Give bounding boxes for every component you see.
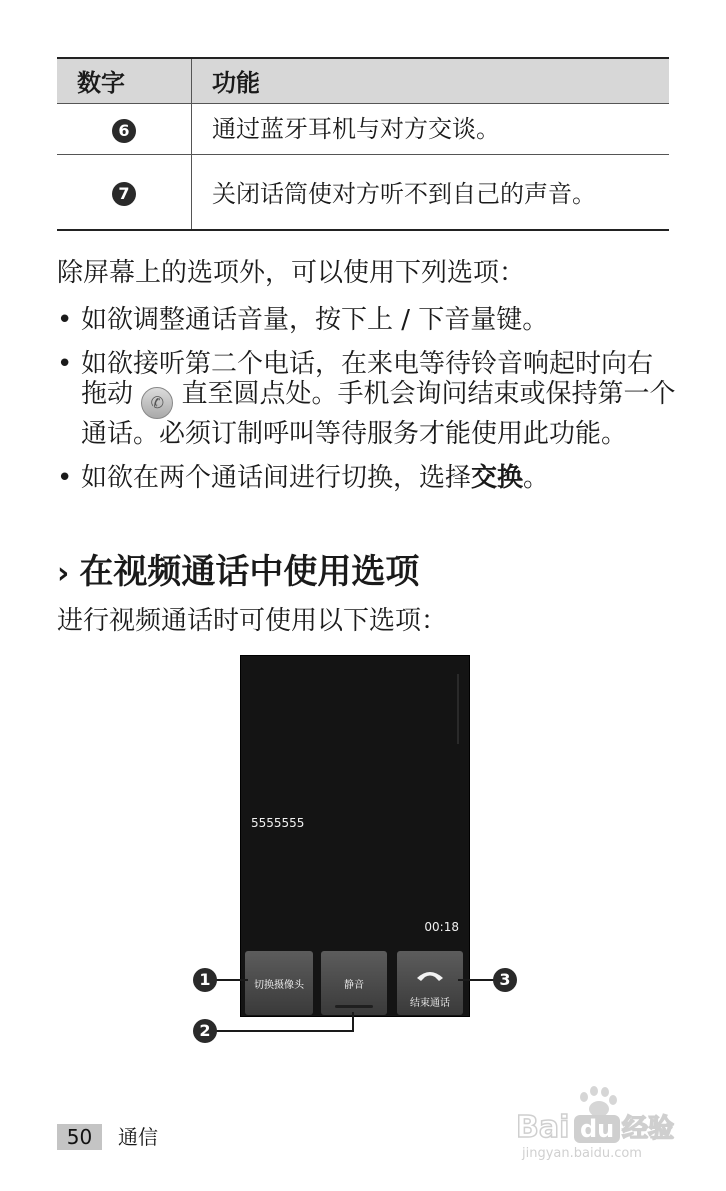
video-call-screen xyxy=(240,655,470,1017)
number-badge: 7 xyxy=(112,182,136,206)
swap-option-label: 交换 xyxy=(471,463,524,493)
options-list xyxy=(57,305,677,507)
hang-up-icon xyxy=(397,963,463,985)
call-timer: 00:18 xyxy=(424,920,459,934)
callout-number: 3 xyxy=(493,968,517,992)
row-function-cell: 通过蓝牙耳机与对方交谈。 xyxy=(192,103,670,154)
bullet-text: 直至圆点处。手机会询问结束或保持第一个通话。必须订制呼叫等待服务才能使用此功能。 xyxy=(81,379,676,449)
row-number-cell xyxy=(57,154,192,230)
number-badge: 6 xyxy=(112,119,136,143)
svg-text:du: du xyxy=(580,1115,615,1143)
list-item: • 如欲调整通话音量，按下上 / 下音量键。 xyxy=(57,305,677,335)
svg-text:Bai: Bai xyxy=(516,1110,570,1145)
list-item xyxy=(57,463,677,493)
page-number: 50 xyxy=(57,1124,102,1150)
button-label: 结束通话 xyxy=(410,998,450,1009)
svg-text:经验: 经验 xyxy=(622,1114,675,1144)
toggle-indicator xyxy=(335,1005,373,1008)
callout-number: 2 xyxy=(193,1019,217,1043)
function-table xyxy=(57,57,669,231)
end-call-button[interactable] xyxy=(397,951,463,1015)
caller-number: 5555555 xyxy=(251,816,305,830)
row-number-cell xyxy=(57,103,192,154)
scroll-indicator xyxy=(457,674,459,744)
bullet-text: 如欲接听第二个电话，在来电等待铃音响起时向右拖动 xyxy=(81,349,654,409)
phone-answer-icon: ✆ xyxy=(141,387,173,419)
callout-line xyxy=(352,1012,354,1032)
table-row xyxy=(57,154,669,230)
button-label: 切换摄像头 xyxy=(254,980,304,991)
list-item xyxy=(57,349,677,449)
chapter-title: 通信 xyxy=(118,1125,158,1149)
callout-line xyxy=(216,979,248,981)
callout-line xyxy=(214,1030,354,1032)
bullet-text: 。 xyxy=(523,463,550,493)
switch-camera-button[interactable] xyxy=(245,951,313,1015)
baidu-watermark-logo xyxy=(508,1085,688,1165)
section-heading xyxy=(57,550,419,596)
table-row xyxy=(57,103,669,154)
table-header-row xyxy=(57,58,669,103)
options-intro: 除屏幕上的选项外，可以使用下列选项： xyxy=(57,258,526,288)
callout-number: 1 xyxy=(193,968,217,992)
row-function-cell: 关闭话筒使对方听不到自己的声音。 xyxy=(212,179,596,208)
mute-button[interactable] xyxy=(321,951,387,1015)
svg-text:jingyan.baidu.com: jingyan.baidu.com xyxy=(522,1146,642,1161)
chevron-right-icon: › xyxy=(57,556,70,591)
callout-line xyxy=(458,979,494,981)
section-intro: 进行视频通话时可使用以下选项： xyxy=(57,606,448,636)
header-number: 数字 xyxy=(57,58,192,103)
section-title-text: 在视频通话中使用选项 xyxy=(79,552,420,592)
header-function: 功能 xyxy=(192,58,670,103)
button-label: 静音 xyxy=(344,980,364,991)
bullet-text: 如欲在两个通话间进行切换，选择 xyxy=(81,463,472,493)
